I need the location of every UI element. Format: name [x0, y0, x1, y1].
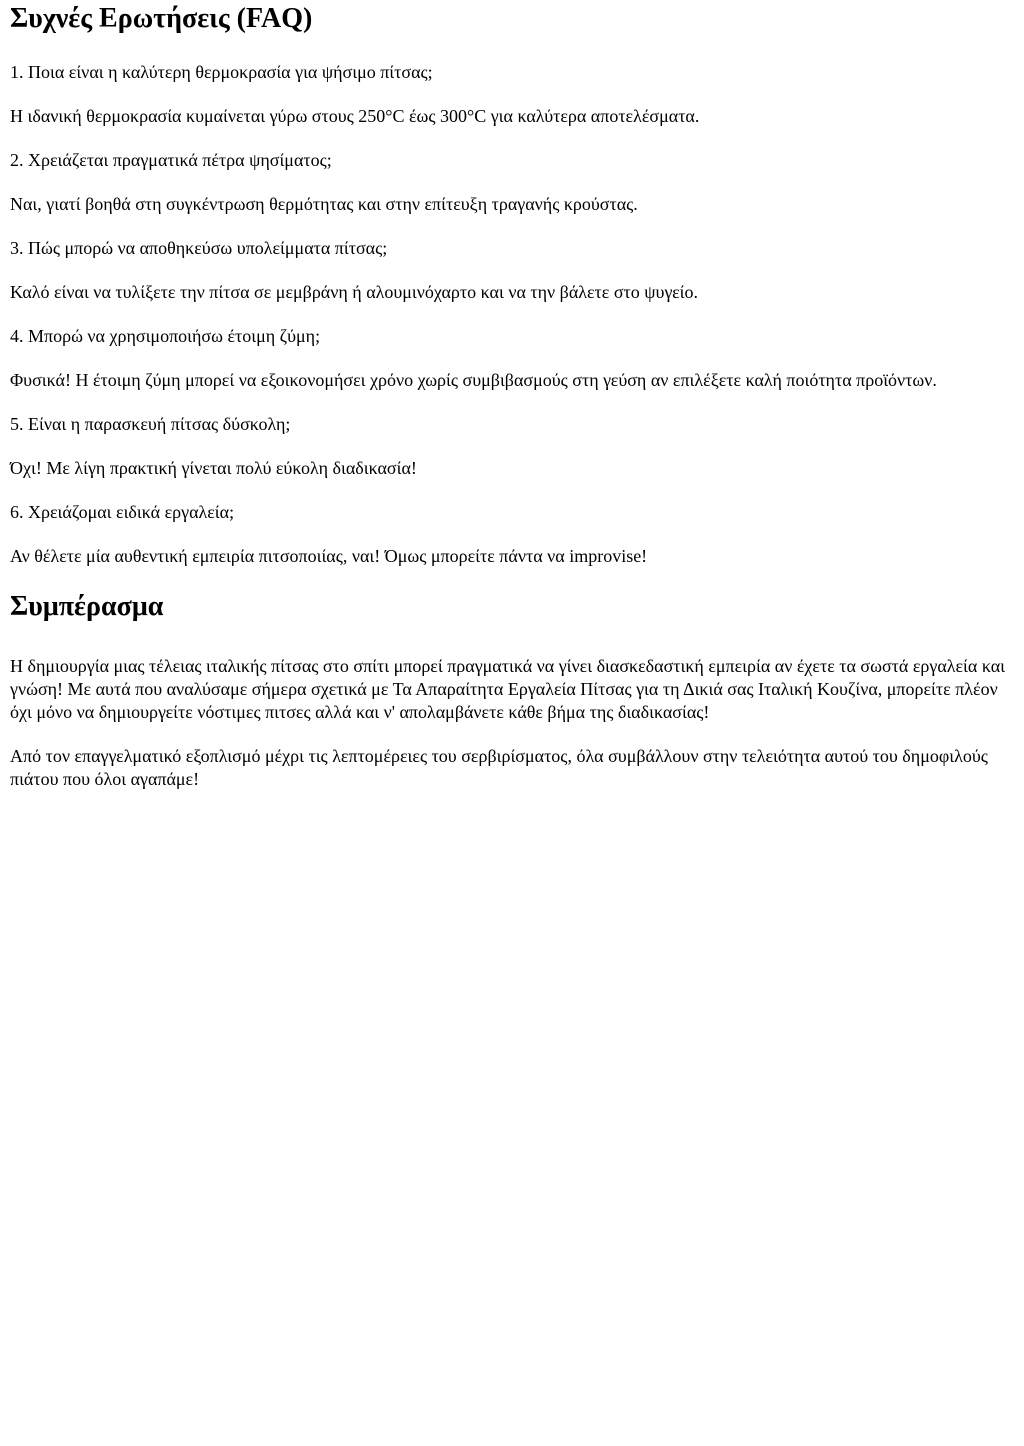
- faq-question-3: 3. Πώς μπορώ να αποθηκεύσω υπολείμματα πίτσας;: [10, 238, 388, 258]
- faq-question-4: 4. Μπορώ να χρησιμοποιήσω έτοιμη ζύμη;: [10, 326, 321, 346]
- faq-question-1: 1. Ποια είναι η καλύτερη θερμοκρασία για ψήσιμο πίτσας;: [10, 62, 433, 82]
- faq-question-2: 2. Χρειάζεται πραγματικά πέτρα ψησίματος;: [10, 150, 332, 170]
- faq-answer-1: Η ιδανική θερμοκρασία κυμαίνεται γύρω στους 250°C έως 300°C για καλύτερα αποτελέσματα.: [10, 106, 700, 126]
- faq-answer-4: Φυσικά! Η έτοιμη ζύμη μπορεί να εξοικονομήσει χρόνο χωρίς συμβιβασμούς στη γεύση αν επιλέξετε καλή ποιότητα προϊόντων.: [10, 370, 937, 390]
- faq-answer-3: Καλό είναι να τυλίξετε την πίτσα σε μεμβράνη ή αλουμινόχαρτο και να την βάλετε στο ψυγείο.: [10, 282, 699, 302]
- conclusion-heading: Συμπέρασμα: [10, 591, 164, 622]
- faq-answer-6: Αν θέλετε μία αυθεντική εμπειρία πιτσοποιίας, ναι! Όμως μπορείτε πάντα να improvise!: [10, 546, 648, 566]
- faq-heading: Συχνές Ερωτήσεις (FAQ): [10, 3, 313, 34]
- faq-question-5: 5. Είναι η παρασκευή πίτσας δύσκολη;: [10, 414, 291, 434]
- faq-question-6: 6. Χρειάζομαι ειδικά εργαλεία;: [10, 502, 235, 522]
- conclusion-paragraph-1: Η δημιουργία μιας τέλειας ιταλικής πίτσας στο σπίτι μπορεί πραγματικά να γίνει διασκεδαστική εμπειρία αν έχετε τα σωστά εργαλεία και γνώση! Με αυτά που αναλύσαμε σήμερα σχετικά με Τα Απαραίτητα Εργαλεία Πίτσας για τη Δικιά σας Ιταλική Κουζίνα, μπορείτε πλέον όχι μόνο να δημιουργείτε νόστιμες πιτσες αλλά και ν' απολαμβάνετε κάθε βήμα της διαδικασίας!: [10, 656, 1006, 722]
- faq-answer-2: Ναι, γιατί βοηθά στη συγκέντρωση θερμότητας και στην επίτευξη τραγανής κρούστας.: [10, 194, 638, 214]
- faq-answer-5: Όχι! Με λίγη πρακτική γίνεται πολύ εύκολη διαδικασία!: [10, 458, 417, 478]
- conclusion-paragraph-2: Από τον επαγγελματικό εξοπλισμό μέχρι τις λεπτομέρειες του σερβιρίσματος, όλα συμβάλλουν στην τελειότητα αυτού του δημοφιλούς πιάτου που όλοι αγαπάμε!: [10, 746, 988, 789]
